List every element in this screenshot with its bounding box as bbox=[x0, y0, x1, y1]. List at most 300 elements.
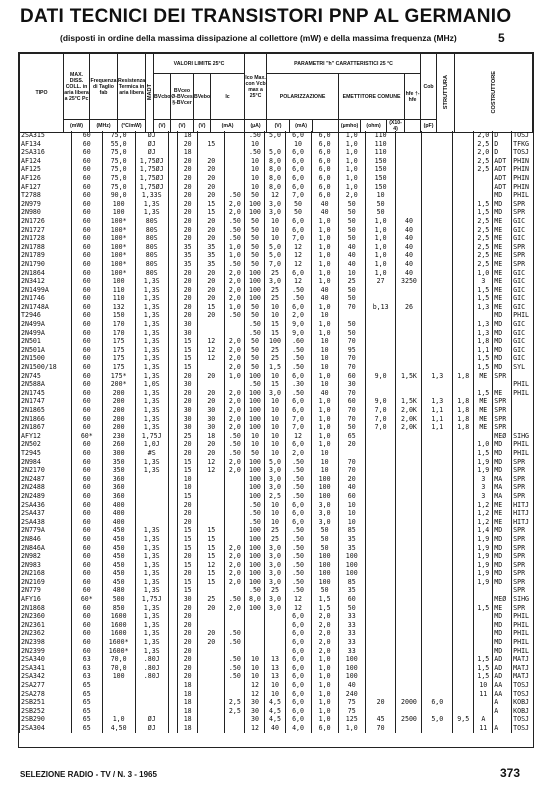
cell-ic2: 12 bbox=[265, 191, 285, 200]
cell-ico: .50 bbox=[285, 458, 311, 467]
cell-ic: 30 bbox=[245, 715, 265, 724]
cell-bvcbo: 20 bbox=[178, 655, 198, 664]
cell-ico: 6,0 bbox=[285, 148, 311, 157]
table-row bbox=[20, 509, 534, 518]
cell-tipo: 2N846 bbox=[20, 535, 72, 544]
cell-bvebo bbox=[225, 724, 245, 733]
cell-bvceo: 20 bbox=[198, 629, 225, 638]
cell-tipo: 2N779A bbox=[20, 526, 72, 535]
cell-bvceo bbox=[198, 672, 225, 681]
cell-vce: 1,0 bbox=[311, 226, 338, 235]
cell-res: 1,75ØJ bbox=[135, 174, 168, 183]
cell-bvceo bbox=[198, 501, 225, 510]
cell-pc: 60 bbox=[71, 509, 102, 518]
cell-cob: 1,9 bbox=[474, 535, 493, 544]
cell-pc: 60 bbox=[71, 612, 102, 621]
cell-freq: 70,0 bbox=[102, 664, 135, 673]
cell-ico: 6,0 bbox=[285, 226, 311, 235]
cell-bvcbo: 20 bbox=[178, 604, 198, 613]
table-row bbox=[20, 552, 534, 561]
table-row bbox=[20, 672, 534, 681]
cell-bvcbo: 15 bbox=[178, 346, 198, 355]
cell-hie bbox=[422, 251, 453, 260]
cell-ic: 50 bbox=[245, 363, 265, 372]
cell-vce: 1,0 bbox=[311, 217, 338, 226]
cell-costruttore: GIC bbox=[512, 303, 533, 312]
cell-tipo: 2N1866 bbox=[20, 415, 72, 424]
cell-hre bbox=[453, 174, 474, 183]
cell-struttura: MD bbox=[493, 569, 512, 578]
table-row bbox=[20, 423, 534, 432]
cell-tipo: 2N588A bbox=[20, 380, 72, 389]
cell-ico: 6,0 bbox=[285, 183, 311, 192]
cell-vce: 1,5 bbox=[311, 595, 338, 604]
cell-mad bbox=[168, 578, 177, 587]
cell-hre bbox=[453, 303, 474, 312]
cell-bvceo bbox=[198, 380, 225, 389]
cell-bvceo bbox=[198, 612, 225, 621]
cell-res bbox=[135, 681, 168, 690]
cell-struttura: ME bbox=[493, 234, 512, 243]
cell-bvebo bbox=[225, 483, 245, 492]
cell-res bbox=[135, 707, 168, 716]
cell-cob bbox=[474, 174, 493, 183]
cell-struttura: MA bbox=[493, 475, 512, 484]
cell-bvceo bbox=[198, 475, 225, 484]
cell-bvcbo: 15 bbox=[178, 526, 198, 535]
cell-hie bbox=[422, 131, 453, 140]
cell-cob: 2,5 bbox=[474, 251, 493, 260]
cell-ic2: 100 bbox=[265, 337, 285, 346]
cell-bvebo: 2,0 bbox=[225, 466, 245, 475]
cell-cob: 1,5 bbox=[474, 604, 493, 613]
cell-struttura: ADT bbox=[493, 183, 512, 192]
cell-freq: 110 bbox=[102, 286, 135, 295]
table-row bbox=[20, 329, 534, 338]
cell-vce: 1,0 bbox=[311, 277, 338, 286]
cell-hoe bbox=[396, 526, 422, 535]
cell-res: #S bbox=[135, 449, 168, 458]
cell-freq: 1600* bbox=[102, 647, 135, 656]
cell-ic: 8,0 bbox=[245, 595, 265, 604]
cell-res: 1,3S bbox=[135, 389, 168, 398]
cell-pc: 65 bbox=[71, 698, 102, 707]
cell-mad bbox=[168, 243, 177, 252]
cell-ic: 50 bbox=[245, 260, 265, 269]
cell-icp: 50 bbox=[338, 604, 365, 613]
cell-bvcbo: 20 bbox=[178, 303, 198, 312]
cell-ic2: 10 bbox=[265, 509, 285, 518]
cell-icp: 50 bbox=[338, 286, 365, 295]
cell-bvebo bbox=[225, 183, 245, 192]
cell-vce: 6,0 bbox=[311, 724, 338, 733]
cell-hfe bbox=[365, 363, 396, 372]
cell-vce: 6,0 bbox=[311, 148, 338, 157]
cell-bvceo bbox=[198, 483, 225, 492]
cell-bvebo: .50 bbox=[225, 595, 245, 604]
cell-freq: 480 bbox=[102, 586, 135, 595]
cell-mad bbox=[168, 389, 177, 398]
cell-hre bbox=[453, 363, 474, 372]
cell-hoe: 1,5K bbox=[396, 397, 422, 406]
cell-freq: 75,0 bbox=[102, 165, 135, 174]
cell-freq: 450 bbox=[102, 526, 135, 535]
table-row bbox=[20, 466, 534, 475]
cell-pc: 60 bbox=[71, 638, 102, 647]
cell-bvceo: 12 bbox=[198, 458, 225, 467]
cell-ico: 9,0 bbox=[285, 329, 311, 338]
cell-vce: 6,0 bbox=[311, 165, 338, 174]
cell-icp: 50 bbox=[338, 320, 365, 329]
cell-hfe bbox=[365, 629, 396, 638]
cell-bvebo bbox=[225, 681, 245, 690]
cell-ico: 6,0 bbox=[285, 174, 311, 183]
cell-freq: 170 bbox=[102, 320, 135, 329]
cell-bvcbo: 20 bbox=[178, 217, 198, 226]
cell-costruttore: PHIN bbox=[512, 174, 533, 183]
cell-vce: 1,0 bbox=[311, 690, 338, 699]
cell-tipo: 2N2398 bbox=[20, 638, 72, 647]
cell-bvcbo: 30 bbox=[178, 595, 198, 604]
cell-costruttore: SPR bbox=[512, 535, 533, 544]
cell-res: .80J bbox=[135, 672, 168, 681]
col-common-emitter: EMETTITORE COMUNE bbox=[339, 74, 405, 120]
cell-cob bbox=[474, 586, 493, 595]
cell-ico: 12 bbox=[285, 595, 311, 604]
cell-pc: 60 bbox=[71, 397, 102, 406]
cell-costruttore: SPR bbox=[512, 552, 533, 561]
cell-icp: 240 bbox=[338, 690, 365, 699]
cell-cob: 1,9 bbox=[474, 466, 493, 475]
cell-struttura: D bbox=[493, 140, 512, 149]
cell-bvebo: 2,0 bbox=[225, 286, 245, 295]
cell-tipo: T2945 bbox=[20, 449, 72, 458]
cell-vce: 1,5 bbox=[311, 604, 338, 613]
cell-bvebo bbox=[225, 148, 245, 157]
cell-hfe bbox=[365, 337, 396, 346]
cell-bvceo bbox=[198, 690, 225, 699]
cell-hre bbox=[453, 329, 474, 338]
cell-hfe: 70 bbox=[365, 724, 396, 733]
cell-bvebo: 1,0 bbox=[225, 243, 245, 252]
cell-pc: 60 bbox=[71, 148, 102, 157]
cell-icp: 33 bbox=[338, 612, 365, 621]
cell-res: ØJ bbox=[135, 724, 168, 733]
cell-ic2: 3,0 bbox=[265, 389, 285, 398]
cell-res: 1,33S bbox=[135, 191, 168, 200]
cell-struttura: ME bbox=[493, 294, 512, 303]
cell-mad bbox=[168, 226, 177, 235]
cell-ico: .50 bbox=[285, 354, 311, 363]
cell-costruttore: SPR bbox=[512, 492, 533, 501]
cell-hre bbox=[453, 586, 474, 595]
cell-pc: 60 bbox=[71, 140, 102, 149]
cell-struttura: MD bbox=[493, 458, 512, 467]
cell-mad bbox=[168, 535, 177, 544]
cell-hoe bbox=[396, 458, 422, 467]
cell-vce: 1,0 bbox=[311, 432, 338, 441]
cell-ic: .50 bbox=[245, 586, 265, 595]
cell-struttura: MD bbox=[493, 526, 512, 535]
cell-mad bbox=[168, 595, 177, 604]
cell-icp: 1,0 bbox=[338, 183, 365, 192]
cell-cob: 2,5 bbox=[474, 217, 493, 226]
cell-vce: 100 bbox=[311, 561, 338, 570]
cell-freq: 100* bbox=[102, 269, 135, 278]
cell-mad bbox=[168, 612, 177, 621]
cell-struttura bbox=[493, 380, 512, 389]
cell-tipo: 2N779 bbox=[20, 586, 72, 595]
cell-freq: 100* bbox=[102, 260, 135, 269]
cell-tipo: 2N1500/18 bbox=[20, 363, 72, 372]
cell-bvceo bbox=[198, 509, 225, 518]
cell-hoe bbox=[396, 208, 422, 217]
cell-ic: 50 bbox=[245, 346, 265, 355]
cell-hoe: 40 bbox=[396, 234, 422, 243]
cell-bvceo bbox=[198, 320, 225, 329]
cell-hre: 1,8 bbox=[453, 415, 474, 424]
cell-freq: 90,0 bbox=[102, 191, 135, 200]
cell-mad bbox=[168, 397, 177, 406]
cell-pc: 60 bbox=[71, 157, 102, 166]
cell-struttura bbox=[493, 715, 512, 724]
cell-ico: 6,0 bbox=[285, 397, 311, 406]
cell-pc: 60 bbox=[71, 294, 102, 303]
cell-hoe bbox=[396, 389, 422, 398]
cell-ic2: 3,0 bbox=[265, 483, 285, 492]
table-row bbox=[20, 664, 534, 673]
cell-tipo: 2N745 bbox=[20, 372, 72, 381]
cell-costruttore: PHIL bbox=[512, 449, 533, 458]
cell-pc: 60 bbox=[71, 483, 102, 492]
cell-hie bbox=[422, 501, 453, 510]
cell-hfe bbox=[365, 329, 396, 338]
cell-freq: 55,0 bbox=[102, 140, 135, 149]
cell-mad bbox=[168, 286, 177, 295]
cell-icp: 60 bbox=[338, 492, 365, 501]
table-row bbox=[20, 544, 534, 553]
cell-pc: 60 bbox=[71, 269, 102, 278]
cell-bvcbo: 20 bbox=[178, 372, 198, 381]
table-row bbox=[20, 346, 534, 355]
cell-hre bbox=[453, 208, 474, 217]
cell-freq: 360 bbox=[102, 475, 135, 484]
cell-hie bbox=[422, 165, 453, 174]
cell-mad bbox=[168, 337, 177, 346]
section-number: 5 bbox=[498, 31, 505, 45]
cell-bvceo: 15 bbox=[198, 578, 225, 587]
cell-hie bbox=[422, 638, 453, 647]
cell-ic2: 13 bbox=[265, 672, 285, 681]
cell-freq: 300 bbox=[102, 449, 135, 458]
cell-pc: 60 bbox=[71, 277, 102, 286]
cell-hie bbox=[422, 690, 453, 699]
cell-bvceo: 20 bbox=[198, 604, 225, 613]
cell-bvceo: 20 bbox=[198, 174, 225, 183]
cell-hfe: 110 bbox=[365, 140, 396, 149]
cell-mad bbox=[168, 303, 177, 312]
cell-bvebo: 2,0 bbox=[225, 363, 245, 372]
cell-ico: 6,0 bbox=[285, 647, 311, 656]
cell-ico: 6,0 bbox=[285, 269, 311, 278]
cell-hfe bbox=[365, 380, 396, 389]
cell-mad bbox=[168, 604, 177, 613]
cell-hoe bbox=[396, 664, 422, 673]
cell-ic: .50 bbox=[245, 509, 265, 518]
cell-bvcbo: 20 bbox=[178, 286, 198, 295]
cell-mad bbox=[168, 432, 177, 441]
cell-icp: 60 bbox=[338, 397, 365, 406]
cell-freq: 200 bbox=[102, 397, 135, 406]
page-subtitle: (disposti in ordine della massima dissipazione al collettore (mW) e della massima frequenza (MHz) bbox=[60, 33, 457, 43]
cell-pc: 60 bbox=[71, 552, 102, 561]
cell-icp: 70 bbox=[338, 303, 365, 312]
cell-vce: 1,0 bbox=[311, 406, 338, 415]
cell-bvcbo: 20 bbox=[178, 200, 198, 209]
cell-pc: 60 bbox=[71, 604, 102, 613]
cell-hoe: 26 bbox=[396, 303, 422, 312]
cell-cob: ME bbox=[474, 415, 493, 424]
cell-res: 1,3S bbox=[135, 552, 168, 561]
cell-struttura: ME bbox=[493, 260, 512, 269]
cell-costruttore: SPR bbox=[512, 458, 533, 467]
cell-bvebo: 2,5 bbox=[225, 698, 245, 707]
unit-pc: (mW) bbox=[64, 120, 90, 133]
cell-hfe: 1,0 bbox=[365, 226, 396, 235]
cell-res: ØJ bbox=[135, 140, 168, 149]
cell-mad bbox=[168, 191, 177, 200]
cell-bvceo: 20 bbox=[198, 277, 225, 286]
cell-freq: 100* bbox=[102, 234, 135, 243]
unit-ua: (µA) bbox=[245, 120, 267, 133]
cell-bvceo: 15 bbox=[198, 535, 225, 544]
cell-hie: 1,1 bbox=[422, 423, 453, 432]
cell-ico: 6,0 bbox=[285, 698, 311, 707]
cell-mad bbox=[168, 509, 177, 518]
cell-hie bbox=[422, 544, 453, 553]
cell-hfe bbox=[365, 690, 396, 699]
cell-freq: 450 bbox=[102, 544, 135, 553]
cell-cob bbox=[474, 698, 493, 707]
cell-mad bbox=[168, 501, 177, 510]
cell-hfe bbox=[365, 526, 396, 535]
table-row bbox=[20, 191, 534, 200]
cell-hfe: 1,0 bbox=[365, 234, 396, 243]
cell-bvceo: 15 bbox=[198, 303, 225, 312]
cell-bvebo: .50 bbox=[225, 226, 245, 235]
cell-hoe bbox=[396, 501, 422, 510]
cell-hoe bbox=[396, 440, 422, 449]
cell-mad bbox=[168, 406, 177, 415]
cell-hie bbox=[422, 329, 453, 338]
cell-cob: 2,0 bbox=[474, 148, 493, 157]
cell-bvceo: 20 bbox=[198, 449, 225, 458]
cell-hoe: 40 bbox=[396, 217, 422, 226]
datasheet-table bbox=[18, 52, 534, 748]
table-row bbox=[20, 303, 534, 312]
cell-hre bbox=[453, 131, 474, 140]
cell-bvebo: 2,0 bbox=[225, 397, 245, 406]
cell-ic: 50 bbox=[245, 354, 265, 363]
cell-struttura: ADT bbox=[493, 174, 512, 183]
cell-pc: 65 bbox=[71, 707, 102, 716]
cell-pc: 60 bbox=[71, 174, 102, 183]
cell-mad bbox=[168, 483, 177, 492]
cell-bvceo: 12 bbox=[198, 354, 225, 363]
cell-bvceo: 12 bbox=[198, 466, 225, 475]
cell-vce: 40 bbox=[311, 200, 338, 209]
cell-icp bbox=[338, 311, 365, 320]
cell-ico: 7,0 bbox=[285, 191, 311, 200]
cell-hoe bbox=[396, 483, 422, 492]
cell-pc: 60 bbox=[71, 337, 102, 346]
cell-res bbox=[135, 483, 168, 492]
cell-hoe bbox=[396, 595, 422, 604]
cell-icp: 50 bbox=[338, 423, 365, 432]
cell-tipo: 2N984 bbox=[20, 458, 72, 467]
cell-ico: .50 bbox=[285, 363, 311, 372]
cell-ic2: 3,0 bbox=[265, 561, 285, 570]
cell-mad bbox=[168, 354, 177, 363]
cell-hfe bbox=[365, 638, 396, 647]
cell-bvebo: 2,0 bbox=[225, 552, 245, 561]
cell-ico: 6,0 bbox=[285, 217, 311, 226]
cell-bvebo: 2,0 bbox=[225, 337, 245, 346]
cell-bvebo: 2,0 bbox=[225, 423, 245, 432]
cell-hie bbox=[422, 303, 453, 312]
table-row bbox=[20, 458, 534, 467]
cell-hre bbox=[453, 681, 474, 690]
cell-costruttore: TOSJ bbox=[512, 148, 533, 157]
cell-cob: 1,3 bbox=[474, 320, 493, 329]
cell-hie bbox=[422, 492, 453, 501]
cell-struttura: MD bbox=[493, 320, 512, 329]
cell-icp: 70 bbox=[338, 458, 365, 467]
table-row bbox=[20, 561, 534, 570]
cell-bvcbo: 20 bbox=[178, 664, 198, 673]
cell-hie bbox=[422, 363, 453, 372]
cell-freq: 360 bbox=[102, 483, 135, 492]
cell-hoe bbox=[396, 655, 422, 664]
cell-vce: 1,0 bbox=[311, 320, 338, 329]
cell-ic2: 10 bbox=[265, 449, 285, 458]
cell-hie bbox=[422, 183, 453, 192]
cell-ic: 100 bbox=[245, 397, 265, 406]
cell-bvebo bbox=[225, 526, 245, 535]
cell-icp: 10 bbox=[338, 501, 365, 510]
cell-costruttore: GIC bbox=[512, 234, 533, 243]
cell-pc: 60 bbox=[71, 647, 102, 656]
cell-hre bbox=[453, 165, 474, 174]
cell-costruttore: PHIN bbox=[512, 165, 533, 174]
cell-mad bbox=[168, 415, 177, 424]
cell-struttura: D bbox=[493, 131, 512, 140]
cell-ic2: 10 bbox=[265, 423, 285, 432]
cell-vce: 100 bbox=[311, 492, 338, 501]
cell-ic: 30 bbox=[245, 698, 265, 707]
cell-mad bbox=[168, 380, 177, 389]
cell-ic: .50 bbox=[245, 131, 265, 140]
cell-struttura: ME bbox=[493, 286, 512, 295]
cell-ico: 6,0 bbox=[285, 509, 311, 518]
cell-freq: 1,0 bbox=[102, 715, 135, 724]
cell-pc: 60 bbox=[71, 217, 102, 226]
footer-page-number: 373 bbox=[500, 766, 521, 780]
cell-res: 1,3S bbox=[135, 303, 168, 312]
cell-vce: 1,0 bbox=[311, 423, 338, 432]
cell-hoe bbox=[396, 724, 422, 733]
cell-freq: 400 bbox=[102, 509, 135, 518]
